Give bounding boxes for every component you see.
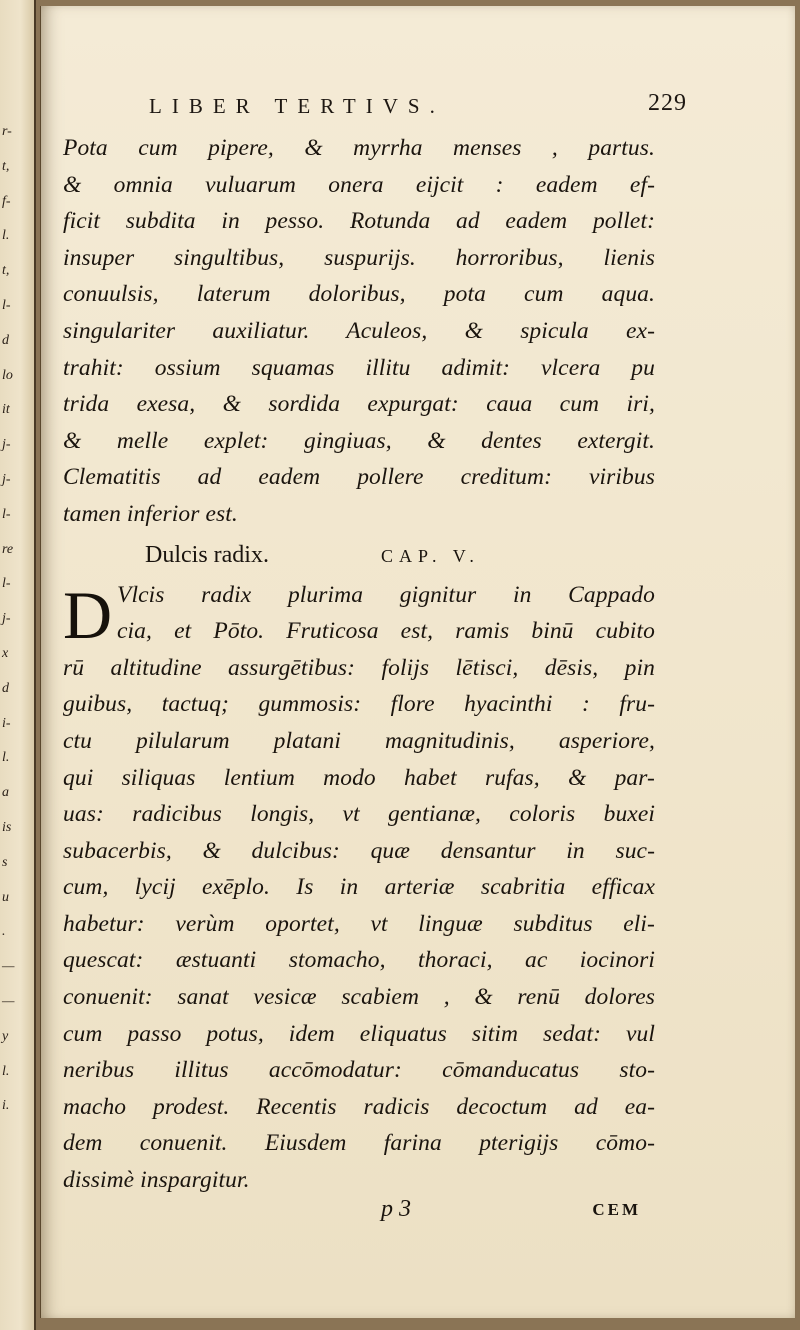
- chapter-number: CAP. V.: [381, 545, 480, 566]
- drop-cap-initial: D: [63, 576, 113, 653]
- edge-text-fragment: l-: [2, 297, 11, 313]
- edge-text-fragment: j-: [2, 437, 11, 453]
- book-page: [40, 6, 795, 1318]
- page-footer: [381, 1196, 641, 1230]
- paragraph-dulcis-radix: [63, 577, 655, 1199]
- edge-text-fragment: l.: [2, 1063, 10, 1079]
- text-block: [63, 130, 655, 1199]
- paragraph-body: [63, 577, 655, 1199]
- text-line: macho prodest. Recentis radicis decoctum ad ea-: [63, 1093, 655, 1120]
- text-line: tamen inferior est.: [63, 500, 238, 527]
- text-line: conuulsis, laterum doloribus, pota cum aqua.: [63, 281, 655, 308]
- edge-text-fragment: —: [2, 993, 15, 1009]
- text-line: cum passo potus, idem eliquatus sitim sedat: vul: [63, 1020, 655, 1047]
- text-line: neribus illitus accōmodatur: cōmanducatus sto-: [63, 1057, 655, 1084]
- paragraph-rotunda: [63, 130, 655, 533]
- edge-text-fragment: re: [2, 541, 14, 557]
- edge-text-fragment: f-: [2, 193, 11, 209]
- edge-text-fragment: —: [2, 959, 15, 975]
- edge-text-fragment: y: [2, 1028, 9, 1044]
- text-line: trida exesa, & sordida expurgat: caua cum iri,: [63, 391, 655, 418]
- edge-text-fragment: d: [2, 332, 9, 348]
- edge-text-fragment: l-: [2, 576, 11, 592]
- text-line: trahit: ossium squamas illitu adimit: vlcera pu: [63, 354, 655, 381]
- edge-text-fragment: a: [2, 785, 9, 801]
- edge-text-fragment: l-: [2, 506, 11, 522]
- page-number: 229: [648, 90, 687, 116]
- edge-text-fragment: j-: [2, 471, 11, 487]
- edge-text-fragment: r-: [2, 124, 12, 139]
- previous-page-edge: [0, 0, 36, 1330]
- text-line: Vlcis radix plurima gignitur in Cappado: [117, 581, 655, 608]
- running-head: [149, 90, 689, 124]
- edge-text-fragment: d: [2, 680, 9, 696]
- edge-text-fragment: u: [2, 889, 9, 905]
- edge-text-fragment: .: [2, 924, 6, 940]
- text-line: & omnia vuluarum onera eijcit : eadem ef-: [63, 171, 655, 198]
- edge-text-fragment: t,: [2, 158, 10, 174]
- text-line: conuenit: sanat vesicæ scabiem , & renū dolores: [63, 984, 655, 1011]
- edge-text-fragment: is: [2, 819, 12, 835]
- text-line: & melle explet: gingiuas, & dentes extergit.: [63, 427, 655, 454]
- edge-text-fragment: l.: [2, 228, 10, 244]
- edge-text-fragment: t,: [2, 263, 10, 279]
- edge-text-fragment: j-: [2, 611, 11, 627]
- text-line: cia, et Pōto. Fruticosa est, ramis binū cubito: [117, 618, 655, 645]
- edge-text-fragment: s: [2, 854, 8, 870]
- text-line: singulariter auxiliatur. Aculeos, & spicula ex-: [63, 317, 655, 344]
- chapter-title: Dulcis radix.: [145, 541, 269, 568]
- text-line: subacerbis, & dulcibus: quæ densantur in suc-: [63, 837, 655, 864]
- text-line: dem conuenit. Eiusdem farina pterigijs cōmo-: [63, 1130, 655, 1157]
- chapter-heading: [145, 533, 655, 577]
- text-line: habetur: verùm oportet, vt linguæ subditus eli-: [63, 910, 655, 937]
- text-line: quescat: æstuanti stomacho, thoraci, ac iocinori: [63, 947, 655, 974]
- previous-page-text-fragments: [2, 115, 28, 1124]
- text-line: cum, lycij exēplo. Is in arteriæ scabritia efficax: [63, 874, 655, 901]
- edge-text-fragment: i.: [2, 1098, 10, 1114]
- catchword: CEM: [592, 1200, 641, 1219]
- signature-mark: p 3: [381, 1196, 411, 1222]
- text-line: ctu pilularum platani magnitudinis, asperiore,: [63, 727, 655, 754]
- text-line: rū altitudine assurgētibus: folijs lētisci, dēsis, pin: [63, 654, 655, 681]
- text-line: insuper singultibus, suspurijs. horroribus, lienis: [63, 244, 655, 271]
- text-line: guibus, tactuq; gummosis: flore hyacinthi : fru-: [63, 691, 655, 718]
- edge-text-fragment: l.: [2, 750, 10, 766]
- edge-text-fragment: i-: [2, 715, 11, 731]
- text-line: ficit subdita in pesso. Rotunda ad eadem pollet:: [63, 208, 655, 235]
- edge-text-fragment: it: [2, 402, 10, 418]
- text-line: qui siliquas lentium modo habet rufas, & par-: [63, 764, 655, 791]
- text-line: dissimè inspargitur.: [63, 1167, 250, 1194]
- edge-text-fragment: x: [2, 645, 9, 661]
- edge-text-fragment: lo: [2, 367, 13, 383]
- text-line: Clematitis ad eadem pollere creditum: viribus: [63, 464, 655, 491]
- running-head-title: LIBER TERTIVS.: [149, 94, 445, 118]
- text-line: uas: radicibus longis, vt gentianæ, coloris buxei: [63, 801, 655, 828]
- text-line: Pota cum pipere, & myrrha menses , partus.: [63, 135, 655, 161]
